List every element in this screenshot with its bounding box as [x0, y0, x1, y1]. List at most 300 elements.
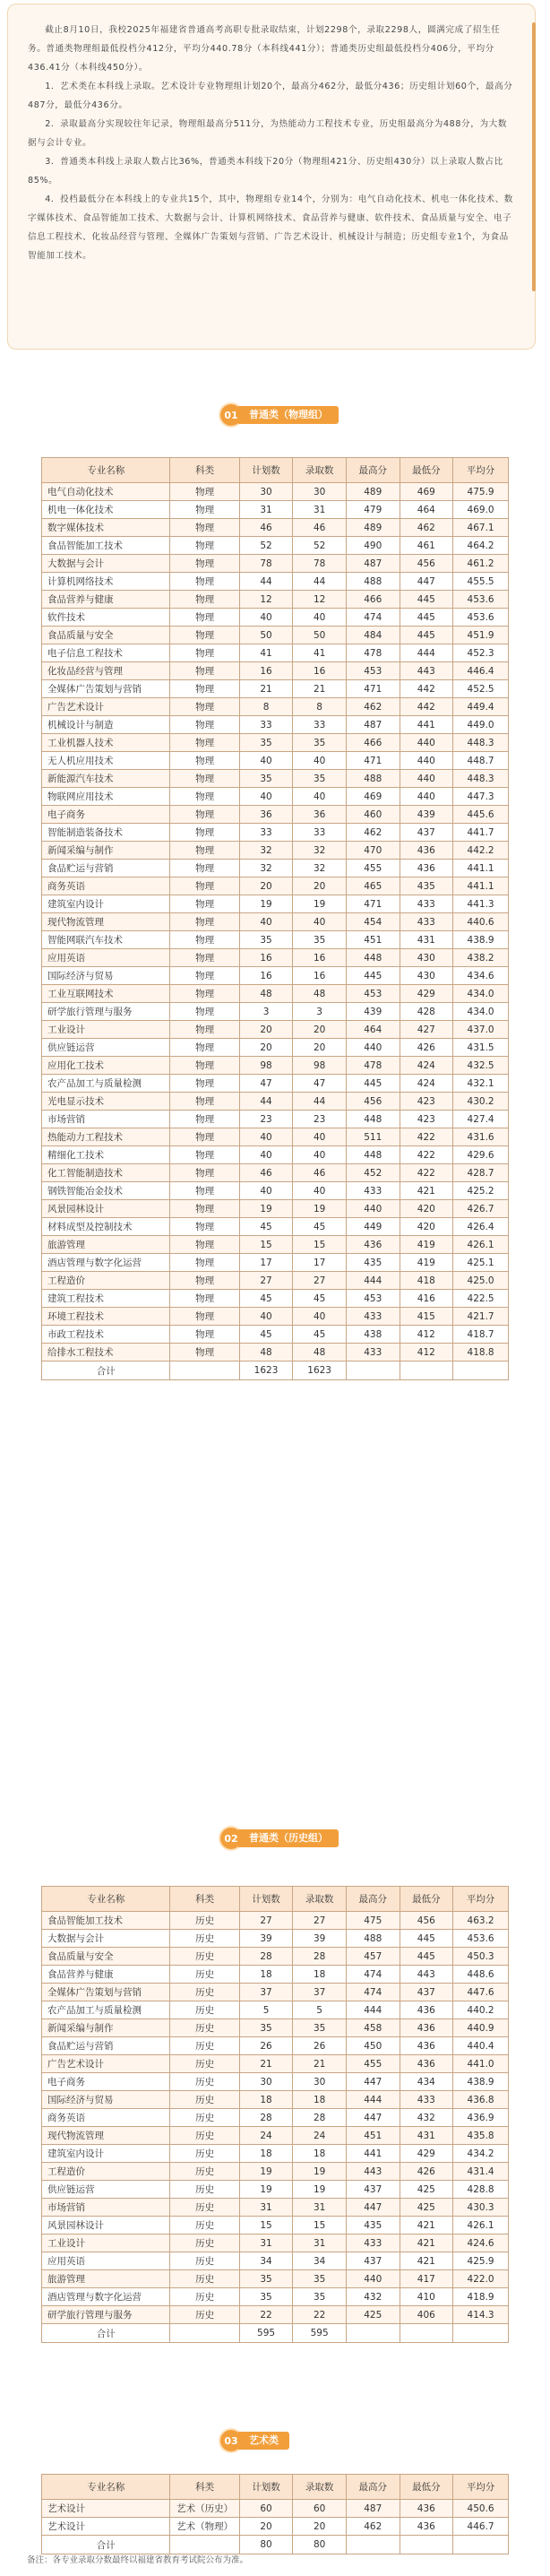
table-cell: 448.7: [453, 752, 509, 770]
table-cell: 物理: [170, 573, 239, 591]
art-table-wrap: [41, 2474, 509, 2554]
table-cell: 440: [400, 734, 453, 752]
table-cell: 21: [293, 680, 347, 698]
table-row: [42, 2181, 509, 2199]
table-cell: 452: [346, 1164, 400, 1182]
table-cell: 433: [346, 1308, 400, 1326]
table-cell: 物理: [170, 537, 239, 555]
table-cell: 软件技术: [42, 609, 170, 627]
table-cell: 8: [239, 698, 293, 716]
table-cell: 440.6: [453, 913, 509, 931]
table-cell: 食品质量与安全: [42, 1948, 170, 1966]
physics-table-wrap: [41, 457, 509, 1380]
table-cell: 35: [239, 2288, 293, 2306]
table-cell: 历史: [170, 2091, 239, 2109]
table-cell: 35: [293, 2019, 347, 2037]
table-cell: 食品贮运与营销: [42, 860, 170, 877]
table-cell: 432: [400, 2109, 453, 2127]
table-cell: 474: [346, 1966, 400, 1984]
total-cell: [170, 1361, 239, 1380]
table-row: [42, 1093, 509, 1111]
table-cell: 445: [400, 1948, 453, 1966]
table-cell: 新能源汽车技术: [42, 770, 170, 788]
table-cell: 16: [293, 949, 347, 967]
table-row: [42, 842, 509, 860]
table-cell: 市场营销: [42, 2199, 170, 2217]
table-cell: 广告艺术设计: [42, 698, 170, 716]
table-cell: 3: [239, 1003, 293, 1021]
table-row: [42, 949, 509, 967]
table-cell: 438.9: [453, 931, 509, 949]
table-cell: 18: [293, 2145, 347, 2163]
total-cell: 1623: [239, 1361, 293, 1380]
column-header: 平均分: [453, 2475, 509, 2500]
total-cell: 合计: [42, 2536, 170, 2554]
table-cell: 456: [346, 1093, 400, 1111]
table-cell: 432: [346, 2288, 400, 2306]
table-cell: 历史: [170, 2217, 239, 2235]
table-row: [42, 1966, 509, 1984]
table-cell: 全媒体广告策划与营销: [42, 680, 170, 698]
table-cell: 历史: [170, 2127, 239, 2145]
table-cell: 425.0: [453, 1272, 509, 1290]
table-cell: 工业设计: [42, 2235, 170, 2252]
table-row: [42, 734, 509, 752]
table-cell: 电气自动化技术: [42, 483, 170, 501]
table-cell: 物理: [170, 591, 239, 609]
table-row: [42, 2288, 509, 2306]
table-cell: 20: [239, 1021, 293, 1039]
table-cell: 478: [346, 1057, 400, 1075]
table-cell: 31: [293, 2235, 347, 2252]
table-cell: 27: [293, 1912, 347, 1930]
table-row: [42, 2055, 509, 2073]
section-number-badge: 03: [220, 2430, 242, 2451]
table-cell: 物理: [170, 627, 239, 644]
table-cell: 487: [346, 716, 400, 734]
total-cell: 合计: [42, 1361, 170, 1380]
table-row: [42, 1146, 509, 1164]
table-cell: 488: [346, 1930, 400, 1948]
table-cell: 物理: [170, 483, 239, 501]
table-cell: 433: [400, 913, 453, 931]
table-row: [42, 1984, 509, 2001]
table-cell: 历史: [170, 2037, 239, 2055]
table-cell: 462: [346, 824, 400, 842]
table-cell: 420: [400, 1200, 453, 1218]
table-cell: 艺术设计: [42, 2518, 170, 2536]
table-cell: 工业设计: [42, 1021, 170, 1039]
table-cell: 物理: [170, 1128, 239, 1146]
table-cell: 421: [400, 2252, 453, 2270]
table-cell: 33: [293, 716, 347, 734]
column-header: 平均分: [453, 1887, 509, 1912]
table-header-row: [42, 2475, 509, 2500]
table-cell: 24: [293, 2127, 347, 2145]
intro-paragraph: 2．录取最高分实现较往年记录，物理组最高分511分，为热能动力工程技术专业，历史组最高分为488分，为大数据与会计专业。: [28, 119, 508, 148]
table-cell: 数字媒体技术: [42, 519, 170, 537]
table-cell: 18: [293, 2091, 347, 2109]
column-header: 最低分: [400, 1887, 453, 1912]
table-cell: 428.8: [453, 2181, 509, 2199]
table-cell: 457: [346, 1948, 400, 1966]
table-cell: 物理: [170, 1254, 239, 1272]
table-cell: 40: [239, 752, 293, 770]
table-cell: 30: [293, 483, 347, 501]
table-cell: 46: [239, 519, 293, 537]
intro-paragraph: 1．艺术类在本科线上录取。艺术设计专业物理组计划20个，最高分462分，最低分436；历史组计划60个，最高分487分，最低分436分。: [28, 82, 513, 110]
table-cell: 历史: [170, 2145, 239, 2163]
table-cell: 5: [293, 2001, 347, 2019]
column-header: 最低分: [400, 458, 453, 483]
table-cell: 40: [239, 913, 293, 931]
table-row: [42, 555, 509, 573]
table-cell: 40: [239, 1146, 293, 1164]
table-cell: 智能制造装备技术: [42, 824, 170, 842]
table-cell: 442: [400, 698, 453, 716]
table-cell: 445: [400, 1930, 453, 1948]
table-row: [42, 1200, 509, 1218]
table-cell: 物理: [170, 680, 239, 698]
column-header: 最低分: [400, 2475, 453, 2500]
table-cell: 425.1: [453, 1254, 509, 1272]
table-cell: 28: [239, 1948, 293, 1966]
table-cell: 酒店管理与数字化运营: [42, 2288, 170, 2306]
table-cell: 30: [293, 2073, 347, 2091]
table-cell: 445: [400, 591, 453, 609]
table-row: [42, 2019, 509, 2037]
table-cell: 物理: [170, 824, 239, 842]
section-title-art: [220, 2429, 346, 2452]
table-cell: 物理: [170, 985, 239, 1003]
table-row: [42, 2252, 509, 2270]
table-row: [42, 806, 509, 824]
table-cell: 35: [293, 2270, 347, 2288]
table-cell: 449: [346, 1218, 400, 1236]
table-cell: 444: [400, 644, 453, 662]
table-row: [42, 716, 509, 734]
table-cell: 469.0: [453, 501, 509, 519]
table-cell: 物理: [170, 931, 239, 949]
table-cell: 材料成型及控制技术: [42, 1218, 170, 1236]
table-cell: 精细化工技术: [42, 1146, 170, 1164]
table-cell: 历史: [170, 1966, 239, 1984]
table-row: [42, 770, 509, 788]
table-cell: 35: [239, 2019, 293, 2037]
table-cell: 416: [400, 1290, 453, 1308]
table-cell: 422: [400, 1164, 453, 1182]
table-cell: 物理: [170, 609, 239, 627]
table-cell: 工业机器人技术: [42, 734, 170, 752]
table-cell: 422.5: [453, 1290, 509, 1308]
table-cell: 436: [400, 2037, 453, 2055]
table-cell: 40: [239, 1182, 293, 1200]
table-cell: 447: [346, 2199, 400, 2217]
table-cell: 电子商务: [42, 806, 170, 824]
table-cell: 410: [400, 2288, 453, 2306]
table-cell: 60: [293, 2500, 347, 2518]
table-cell: 471: [346, 680, 400, 698]
table-cell: 热能动力工程技术: [42, 1128, 170, 1146]
table-cell: 425.9: [453, 2252, 509, 2270]
table-cell: 427: [400, 1021, 453, 1039]
table-cell: 434: [400, 2073, 453, 2091]
table-cell: 436.8: [453, 2091, 509, 2109]
table-cell: 40: [293, 1308, 347, 1326]
table-cell: 441: [400, 716, 453, 734]
column-header: 平均分: [453, 458, 509, 483]
table-cell: 物理: [170, 1182, 239, 1200]
table-cell: 33: [239, 716, 293, 734]
table-cell: 物理: [170, 949, 239, 967]
table-cell: 35: [293, 931, 347, 949]
table-row: [42, 519, 509, 537]
table-cell: 钢铁智能冶金技术: [42, 1182, 170, 1200]
table-cell: 40: [293, 752, 347, 770]
column-header: 专业名称: [42, 2475, 170, 2500]
table-row: [42, 931, 509, 949]
table-cell: 27: [239, 1912, 293, 1930]
table-cell: 15: [239, 2217, 293, 2235]
table-cell: 48: [293, 1344, 347, 1361]
table-cell: 469: [346, 788, 400, 806]
table-cell: 物理: [170, 1344, 239, 1361]
column-header: 计划数: [239, 458, 293, 483]
table-cell: 469: [400, 483, 453, 501]
table-row: [42, 788, 509, 806]
table-cell: 47: [239, 1075, 293, 1093]
table-cell: 422.0: [453, 2270, 509, 2288]
table-row: [42, 860, 509, 877]
table-cell: 商务英语: [42, 877, 170, 895]
table-cell: 420: [400, 1218, 453, 1236]
table-cell: 17: [293, 1254, 347, 1272]
table-cell: 21: [239, 2055, 293, 2073]
table-cell: 食品质量与安全: [42, 627, 170, 644]
table-cell: 国际经济与贸易: [42, 2091, 170, 2109]
total-cell: 合计: [42, 2324, 170, 2343]
table-cell: 40: [293, 788, 347, 806]
table-cell: 471: [346, 895, 400, 913]
table-cell: 441: [346, 2145, 400, 2163]
table-row: [42, 501, 509, 519]
table-cell: 435: [346, 2217, 400, 2235]
table-cell: 历史: [170, 2019, 239, 2037]
table-row: [42, 1182, 509, 1200]
table-cell: 479: [346, 501, 400, 519]
table-cell: 453.6: [453, 1930, 509, 1948]
table-row: [42, 1326, 509, 1344]
table-cell: 40: [293, 1182, 347, 1200]
table-cell: 8: [293, 698, 347, 716]
table-row: [42, 680, 509, 698]
table-cell: 给排水工程技术: [42, 1344, 170, 1361]
table-cell: 40: [293, 1146, 347, 1164]
table-cell: 19: [293, 2163, 347, 2181]
table-cell: 451.9: [453, 627, 509, 644]
table-cell: 448: [346, 1111, 400, 1128]
physics-score-table: [41, 457, 509, 1380]
table-cell: 427.4: [453, 1111, 509, 1128]
table-cell: 436: [400, 2019, 453, 2037]
table-cell: 32: [293, 860, 347, 877]
table-cell: 研学旅行管理与服务: [42, 1003, 170, 1021]
table-row: [42, 2500, 509, 2518]
table-cell: 电子商务: [42, 2073, 170, 2091]
table-cell: 历史: [170, 2288, 239, 2306]
table-cell: 489: [346, 519, 400, 537]
footnote: 备注：各专业录取分数最终以福建省教育考试院公布为准。: [27, 2555, 249, 2565]
total-cell: [346, 1361, 400, 1380]
table-cell: 431.5: [453, 1039, 509, 1057]
table-cell: 454: [346, 913, 400, 931]
column-header: 最高分: [346, 2475, 400, 2500]
table-cell: 26: [293, 2037, 347, 2055]
table-cell: 建筑室内设计: [42, 895, 170, 913]
table-cell: 433: [400, 2091, 453, 2109]
table-row: [42, 967, 509, 985]
table-cell: 40: [239, 1308, 293, 1326]
table-cell: 443: [346, 2163, 400, 2181]
table-cell: 434.0: [453, 1003, 509, 1021]
table-cell: 412: [400, 1326, 453, 1344]
table-row: [42, 1164, 509, 1182]
table-cell: 60: [239, 2500, 293, 2518]
table-cell: 16: [239, 662, 293, 680]
intro-paragraph: 截止8月10日，我校2025年福建省普通高考高职专批录取结束，计划2298个，录取2298人，圆满完成了招生任务。普通类物理组最低投档分412分，平均分440.78分（本科线441分）；普通类历史组最低投档分406分，平均分436.41分（本科线450分）。: [28, 25, 501, 73]
total-cell: [453, 1361, 509, 1380]
table-cell: 425: [400, 2199, 453, 2217]
table-cell: 物理: [170, 1326, 239, 1344]
table-cell: 44: [239, 573, 293, 591]
table-row: [42, 698, 509, 716]
table-cell: 新闻采编与制作: [42, 2019, 170, 2037]
table-cell: 442.2: [453, 842, 509, 860]
table-row: [42, 1003, 509, 1021]
table-cell: 艺术设计: [42, 2500, 170, 2518]
table-cell: 物理: [170, 895, 239, 913]
table-cell: 98: [293, 1057, 347, 1075]
table-cell: 417: [400, 2270, 453, 2288]
table-cell: 农产品加工与质量检测: [42, 1075, 170, 1093]
table-row: [42, 591, 509, 609]
table-cell: 16: [239, 967, 293, 985]
table-cell: 物理: [170, 1164, 239, 1182]
section-title-label: 艺术类: [238, 2432, 289, 2450]
table-cell: 48: [293, 985, 347, 1003]
table-header-row: [42, 458, 509, 483]
table-cell: 17: [239, 1254, 293, 1272]
table-cell: 436.9: [453, 2109, 509, 2127]
table-cell: 18: [239, 1966, 293, 1984]
table-cell: 35: [293, 2288, 347, 2306]
table-cell: 27: [239, 1272, 293, 1290]
table-cell: 45: [239, 1218, 293, 1236]
table-cell: 大数据与会计: [42, 1930, 170, 1948]
table-cell: 442: [400, 680, 453, 698]
table-cell: 27: [293, 1272, 347, 1290]
table-cell: 19: [239, 1200, 293, 1218]
table-cell: 488: [346, 770, 400, 788]
table-cell: 443: [400, 1966, 453, 1984]
table-cell: 31: [293, 501, 347, 519]
table-cell: 20: [293, 1039, 347, 1057]
table-cell: 无人机应用技术: [42, 752, 170, 770]
table-cell: 40: [239, 609, 293, 627]
table-cell: 建筑室内设计: [42, 2145, 170, 2163]
total-cell: 80: [239, 2536, 293, 2554]
table-cell: 历史: [170, 2109, 239, 2127]
column-header: 专业名称: [42, 1887, 170, 1912]
table-cell: 465: [346, 877, 400, 895]
table-cell: 20: [239, 877, 293, 895]
table-cell: 461: [400, 537, 453, 555]
table-row: [42, 609, 509, 627]
table-cell: 445.6: [453, 806, 509, 824]
table-cell: 47: [293, 1075, 347, 1093]
table-cell: 35: [239, 2270, 293, 2288]
table-cell: 462: [346, 2518, 400, 2536]
table-cell: 448: [346, 1146, 400, 1164]
table-cell: 33: [293, 824, 347, 842]
table-cell: 447.3: [453, 788, 509, 806]
table-cell: 化工智能制造技术: [42, 1164, 170, 1182]
table-cell: 432.5: [453, 1057, 509, 1075]
table-cell: 艺术（物理）: [170, 2518, 239, 2536]
table-total-row: [42, 2536, 509, 2554]
table-row: [42, 1218, 509, 1236]
table-cell: 448.6: [453, 1966, 509, 1984]
table-cell: 物理: [170, 967, 239, 985]
table-cell: 429: [400, 985, 453, 1003]
table-row: [42, 2235, 509, 2252]
table-cell: 农产品加工与质量检测: [42, 2001, 170, 2019]
table-cell: 440: [346, 1039, 400, 1057]
table-cell: 16: [293, 967, 347, 985]
table-cell: 35: [239, 931, 293, 949]
history-table-wrap: [41, 1886, 509, 2343]
table-cell: 464: [400, 501, 453, 519]
table-cell: 44: [293, 1093, 347, 1111]
table-cell: 455: [346, 2055, 400, 2073]
table-cell: 436: [400, 2055, 453, 2073]
column-header: 录取数: [293, 1887, 347, 1912]
table-row: [42, 1254, 509, 1272]
table-cell: 44: [239, 1093, 293, 1111]
table-cell: 19: [239, 2163, 293, 2181]
table-cell: 445: [346, 1075, 400, 1093]
table-cell: 历史: [170, 2270, 239, 2288]
table-cell: 46: [293, 1164, 347, 1182]
table-cell: 历史: [170, 2235, 239, 2252]
column-header: 录取数: [293, 2475, 347, 2500]
table-cell: 15: [293, 2217, 347, 2235]
column-header: 科类: [170, 1887, 239, 1912]
table-cell: 434.2: [453, 2145, 509, 2163]
table-cell: 440: [346, 2270, 400, 2288]
table-cell: 历史: [170, 2199, 239, 2217]
table-cell: 461.2: [453, 555, 509, 573]
table-cell: 487: [346, 555, 400, 573]
table-cell: 19: [293, 1200, 347, 1218]
column-header: 科类: [170, 458, 239, 483]
table-cell: 20: [239, 1039, 293, 1057]
table-cell: 425.2: [453, 1182, 509, 1200]
table-cell: 30: [239, 2073, 293, 2091]
table-cell: 22: [293, 2306, 347, 2324]
table-row: [42, 2145, 509, 2163]
table-cell: 食品营养与健康: [42, 1966, 170, 1984]
